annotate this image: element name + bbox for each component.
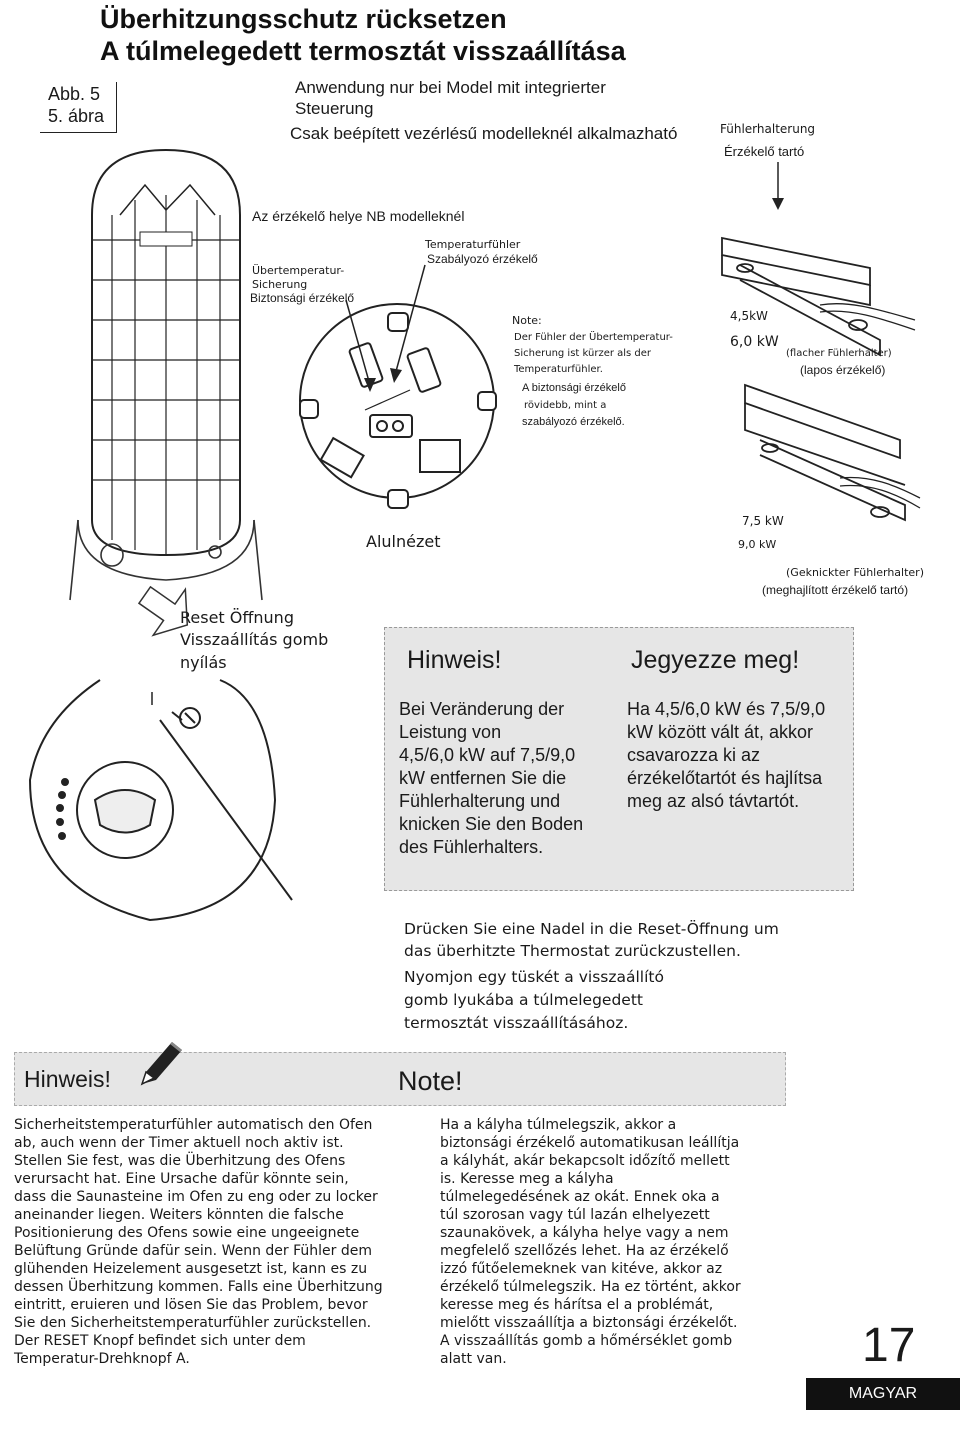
paragraph-line: Der RESET Knopf befindet sich unter dem <box>14 1333 306 1349</box>
paragraph-line: A visszaállítás gomb a hőmérséklet gomb <box>440 1333 733 1349</box>
flat-holder-label-hu: (lapos érzékelő) <box>800 363 886 377</box>
instruction-line: das überhitzte Thermostat zurückzustellen. <box>404 942 741 960</box>
instruction-line: Nyomjon egy tüskét a visszaállító <box>404 968 664 986</box>
paragraph-line: Ha a kályha túlmelegszik, akkor a <box>440 1117 677 1133</box>
paragraph-line: Belüftung Gründe dafür sein. Wenn der Fühler dem <box>14 1243 372 1259</box>
figure-label-de: Abb. 5 <box>48 84 101 104</box>
notice-hu-line: csavarozza ki az <box>627 745 761 765</box>
heater-illustration <box>92 150 240 555</box>
notice-de-line: Bei Veränderung der <box>399 699 565 719</box>
bent-holder-label-de: (Geknickter Fühlerhalter) <box>786 566 924 579</box>
paragraph-line: megfelelő szellőzés lehet. Ha az érzékelő <box>440 1243 729 1259</box>
instruction-line: termosztát visszaállításához. <box>404 1014 629 1032</box>
notice-de-line: des Fühlerhalters. <box>399 837 544 857</box>
reset-opening-label-de: Reset Öffnung <box>180 608 294 627</box>
paragraph-line: túl szorosan vagy túl lazán elhelyezett <box>440 1207 710 1223</box>
bottom-note-heading: Note! <box>398 1066 463 1096</box>
paragraph-line: dass die Saunasteine im Ofen zu eng oder zu locker <box>14 1189 378 1205</box>
power-90kw-label: 9,0 kW <box>738 538 777 551</box>
nb-location-label: Az érzékelő helye NB modelleknél <box>252 208 465 224</box>
paragraph-line: glühenden Heizelement ausgesetzt ist, kann es zu <box>14 1261 368 1277</box>
notice-box <box>384 627 854 891</box>
paragraph-line: dessen Überhitzung kommen. Falls eine Überhitzung <box>14 1279 383 1295</box>
diagram-note-de-2: Sicherung ist kürzer als der <box>514 348 652 359</box>
power-45kw-label: 4,5kW <box>730 309 768 323</box>
paragraph-line: eintritt, eruieren und lösen Sie das Problem, bevor <box>14 1297 368 1313</box>
notice-de-line: Fühlerhalterung und <box>399 791 561 811</box>
figure-label-hu: 5. ábra <box>48 106 105 126</box>
reset-opening-label-hu-2: nyílás <box>180 653 227 672</box>
diagram-note-label: Note: <box>512 314 542 327</box>
title-german: Überhitzungsschutz rücksetzen <box>100 4 507 34</box>
notice-hu-line: kW között vált át, akkor <box>627 722 814 742</box>
title-hungarian: A túlmelegedett termosztát visszaállítása <box>100 36 626 66</box>
paragraph-line: Sie den Sicherheitstemperaturfühler zurückstellen. <box>14 1315 372 1331</box>
power-75kw-label: 7,5 kW <box>742 514 784 528</box>
paragraph-line: izzó fűtőelemeknek van kitéve, akkor az <box>440 1261 723 1277</box>
temp-sensor-label-hu: Szabályozó érzékelő <box>427 252 538 266</box>
notice-de-line: knicken Sie den Boden <box>399 814 584 834</box>
bottom-text-de <box>14 1116 392 1368</box>
notice-text-hu <box>627 698 825 813</box>
notice-text-de <box>399 698 583 859</box>
paragraph-line: túlmelegedésének az okát. Ennek oka a <box>440 1189 720 1205</box>
sensor-holder-label-hu: Érzékelő tartó <box>724 144 805 159</box>
instructions-de <box>404 918 779 962</box>
paragraph-line: a kályhát, akár bekapcsolt időzítő mellett <box>440 1153 730 1169</box>
paragraph-line: ab, auch wenn der Timer aktuell noch aktiv ist. <box>14 1135 344 1151</box>
notice-de-line: kW entfernen Sie die <box>399 768 567 788</box>
paragraph-line: Positionierung des Ofens sowie eine ungeeignete <box>14 1225 360 1241</box>
paragraph-line: szaunakövek, a kályha helye vagy a nem <box>440 1225 729 1241</box>
flat-holder-label-de: (flacher Fühlerhalter) <box>786 348 892 359</box>
overtemp-label-1: Übertemperatur- <box>252 264 345 277</box>
paragraph-line: is. Keresse meg a kályha <box>440 1171 614 1187</box>
bent-sensor-holder <box>745 385 920 520</box>
bent-holder-label-hu: (meghajlított érzékelő tartó) <box>762 583 909 597</box>
instructions-hu <box>404 966 664 1035</box>
notice-heading-hu: Jegyezze meg! <box>631 646 800 674</box>
bottom-view-label: Alulnézet <box>366 532 441 551</box>
notice-de-line: Leistung von <box>399 722 502 742</box>
power-60kw-label: 6,0 kW <box>730 334 779 350</box>
diagram-note-de-1: Der Fühler der Übertemperatur- <box>514 332 673 343</box>
bottom-hinweis-heading: Hinweis! <box>24 1066 111 1092</box>
model-note-de-line2: Steuerung <box>295 99 374 118</box>
paragraph-line: Stellen Sie fest, was die Überhitzung des Ofens <box>14 1153 346 1169</box>
reset-opening-label-hu-1: Visszaállítás gomb <box>180 630 329 649</box>
heater-bottom-closeup <box>30 680 292 920</box>
diagram-note-de-3: Temperaturfühler. <box>514 364 603 375</box>
instruction-line: gomb lyukába a túlmelegedett <box>404 991 643 1009</box>
diagram-note-hu-2: rövidebb, mint a <box>524 400 607 411</box>
temp-sensor-label-de: Temperaturfühler <box>425 238 521 251</box>
paragraph-line: érzékelő túlmelegszik. Ha ez történt, akkor <box>440 1279 741 1295</box>
notice-de-line: 4,5/6,0 kW auf 7,5/9,0 <box>399 745 576 765</box>
paragraph-line: keresse meg és hárítsa el a problémát, <box>440 1297 714 1313</box>
page-number: 17 <box>862 1319 916 1372</box>
paragraph-line: mielőtt visszaállítja a biztonsági érzékelőt. <box>440 1315 738 1331</box>
overtemp-label-hu: Biztonsági érzékelő <box>250 291 355 305</box>
notice-heading-de: Hinweis! <box>407 646 502 674</box>
paragraph-line: aneinander liegen. Weiters könnten die falsche <box>14 1207 344 1223</box>
instruction-line: Drücken Sie eine Nadel in die Reset-Öffnung um <box>404 920 779 938</box>
diagram-note-hu-3: szabályozó érzékelő. <box>522 416 625 428</box>
notice-hu-line: Ha 4,5/6,0 kW és 7,5/9,0 <box>627 699 826 719</box>
pencil-icon <box>132 1036 188 1092</box>
language-badge: MAGYAR <box>806 1378 960 1410</box>
notice-hu-line: meg az alsó távtartót. <box>627 791 800 811</box>
sensor-holder-label-de: Fühlerhalterung <box>720 122 816 136</box>
bottom-text-hu <box>440 1116 770 1368</box>
paragraph-line: verursacht hat. Eine Ursache dafür könnte sein, <box>14 1171 349 1187</box>
model-note-hu: Csak beépített vezérlésű modelleknél alkalmazható <box>290 124 678 143</box>
paragraph-line: Temperatur-Drehknopf A. <box>14 1351 190 1367</box>
paragraph-line: alatt van. <box>440 1351 507 1367</box>
paragraph-line: Sicherheitstemperaturfühler automatisch den Ofen <box>14 1117 373 1133</box>
diagram-note-hu-1: A biztonsági érzékelő <box>522 382 626 394</box>
overtemp-label-2: Sicherung <box>252 278 308 291</box>
screw-icon <box>172 708 200 728</box>
notice-hu-line: érzékelőtartót és hajlítsa <box>627 768 823 788</box>
model-note-de-line1: Anwendung nur bei Model mit integrierter <box>295 78 606 97</box>
paragraph-line: biztonsági érzékelő automatikusan leállítja <box>440 1135 740 1151</box>
